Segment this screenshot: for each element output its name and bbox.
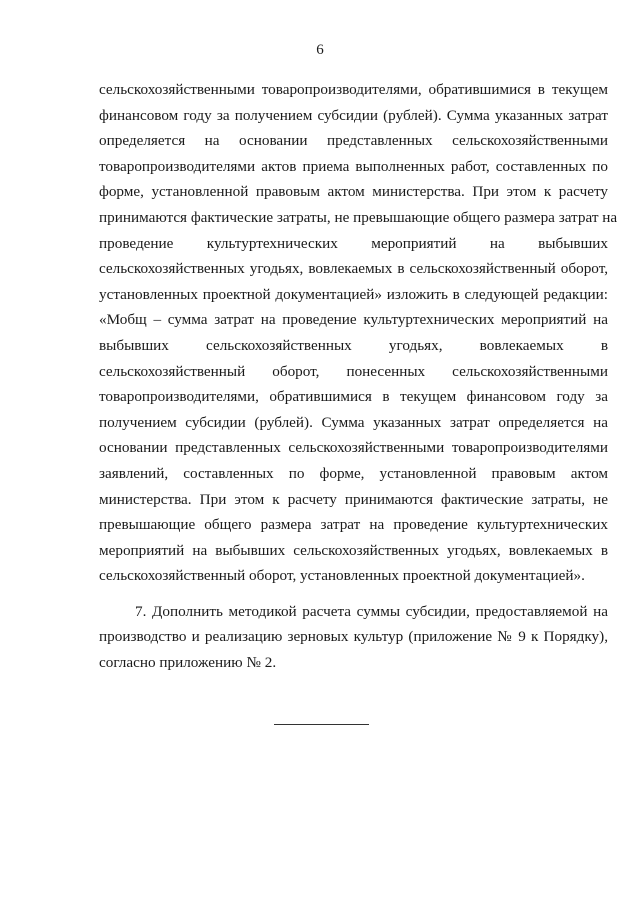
text-line: министерства. При этом к расчету принимаются фактические затраты, не xyxy=(99,490,608,508)
text-line: производство и реализацию зерновых культур (приложение № 9 к Порядку), xyxy=(99,628,608,646)
text-line: проведение культуртехнических мероприятий на выбывших xyxy=(99,234,608,252)
text-line: принимаются фактические затраты, не превышающие общего размера затрат на xyxy=(99,208,618,226)
text-line: мероприятий на выбывших сельскохозяйственных угодьях, вовлекаемых в xyxy=(99,541,608,559)
text-line: получением субсидии (рублей). Сумма указанных затрат определяется на xyxy=(99,413,608,431)
text-line: товаропроизводителями актов приема выполненных работ, составленных по xyxy=(99,157,608,175)
text-line: сельскохозяйственный оборот, понесенных сельскохозяйственными xyxy=(99,362,608,380)
paragraph-2 xyxy=(99,599,608,676)
text-line: основании представленных сельскохозяйственными товаропроизводителями xyxy=(99,439,608,457)
page-number: 6 xyxy=(316,42,324,58)
text-line: превышающие общего размера затрат на проведение культуртехнических xyxy=(99,516,608,534)
text-line: согласно приложению № 2. xyxy=(99,654,277,672)
text-line: определяется на основании представленных сельскохозяйственными xyxy=(99,132,608,150)
text-line: установленных проектной документацией» изложить в следующей редакции: xyxy=(99,285,608,303)
paragraph-1 xyxy=(99,77,618,589)
text-line: сельскохозяйственный оборот, установленных проектной документацией». xyxy=(99,567,585,585)
text-line: заявлений, составленных по форме, установленной правовым актом xyxy=(99,464,608,482)
text-line: 7. Дополнить методикой расчета суммы субсидии, предоставляемой на xyxy=(135,602,608,620)
text-line: сельскохозяйственными товаропроизводителями, обратившимися в текущем xyxy=(99,81,608,98)
text-line: выбывших сельскохозяйственных угодьях, вовлекаемых в xyxy=(99,336,608,354)
text-line: сельскохозяйственных угодьях, вовлекаемых в сельскохозяйственный оборот, xyxy=(99,260,608,278)
text-line: товаропроизводителями, обратившимися в текущем финансовом году за xyxy=(99,388,608,406)
end-separator-line xyxy=(274,724,369,725)
text-line: «Мобщ – сумма затрат на проведение культуртехнических мероприятий на xyxy=(99,311,608,329)
text-line: финансовом году за получением субсидии (рублей). Сумма указанных затрат xyxy=(99,106,608,124)
document-body xyxy=(99,77,618,676)
paragraph-gap xyxy=(99,589,608,599)
text-line: форме, установленной правовым актом министерства. При этом к расчету xyxy=(99,183,608,201)
